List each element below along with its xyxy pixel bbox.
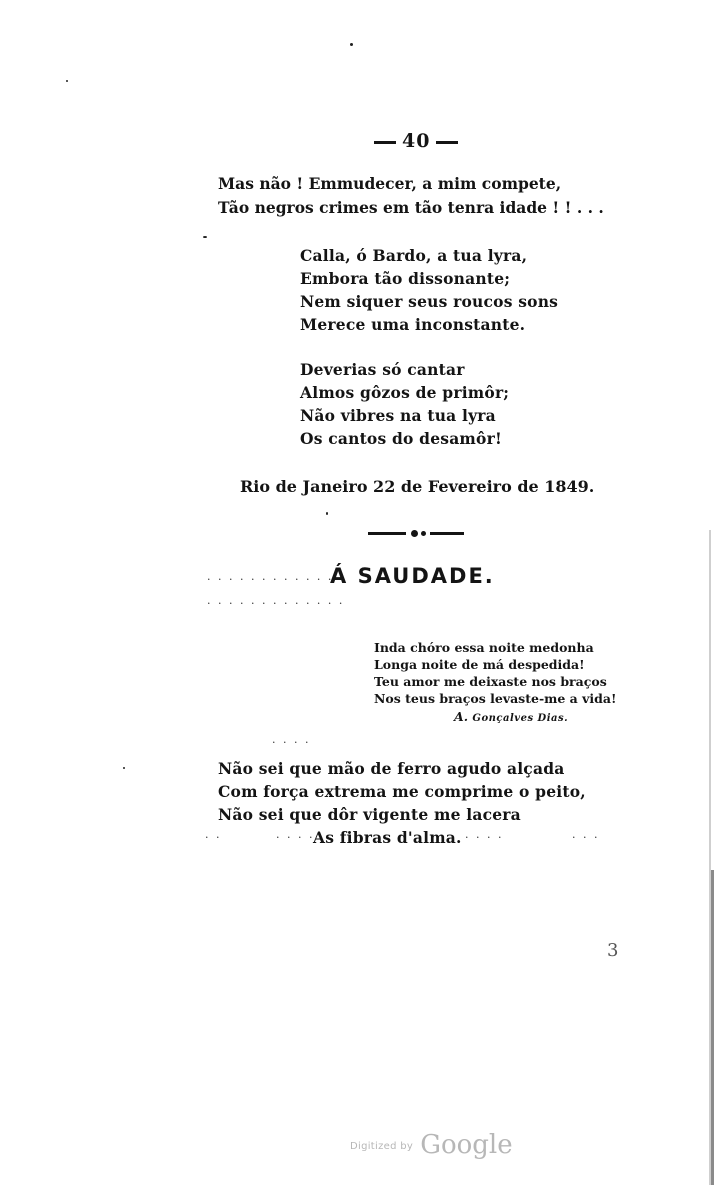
poem-line-4-leader-mid: . . . .	[276, 828, 315, 841]
stanza-1-line-3: Nem siquer seus roucos sons	[300, 292, 559, 311]
scan-speck	[123, 767, 125, 769]
scan-speck	[203, 236, 207, 238]
poem-line-2: Com força extrema me comprime o peito,	[218, 782, 586, 801]
poem-line-4-leader-right: . . . .	[465, 828, 504, 841]
ornament-bar-left	[368, 532, 406, 535]
title-leader-under: . . . . . . . . . . . . .	[207, 594, 345, 607]
google-logo: Google	[420, 1130, 513, 1160]
page-number-dash-left	[374, 141, 396, 144]
epigraph-line-3: Teu amor me deixaste nos braços	[374, 674, 607, 689]
scan-speck	[350, 43, 353, 46]
page-edge-shadow	[711, 870, 714, 1185]
top-line-1: Mas não ! Emmudecer, a mim compete,	[218, 174, 562, 193]
stanza-2-line-3: Não vibres na tua lyra	[300, 406, 496, 425]
poem-line-4-leader-left: . .	[205, 828, 222, 841]
scan-speck	[66, 80, 68, 82]
epigraph-line-2: Longa noite de má despedida!	[374, 657, 585, 672]
stanza-2-line-1: Deverias só cantar	[300, 360, 465, 379]
scan-speck	[326, 512, 328, 515]
ornament-dot	[411, 530, 418, 537]
stanza-2-line-2: Almos gôzos de primôr;	[300, 383, 510, 402]
poem-line-3: Não sei que dôr vigente me lacera	[218, 805, 521, 824]
epigraph-author-name: Gonçalves Dias.	[472, 713, 569, 724]
ornament-divider	[368, 528, 464, 538]
page-number-text: 40	[402, 130, 431, 152]
epigraph-author-prefix: A.	[454, 709, 469, 724]
stanza-1-line-1: Calla, ó Bardo, a tua lyra,	[300, 246, 528, 265]
stanza-2-line-4: Os cantos do desamôr!	[300, 429, 502, 448]
page-number-dash-right	[436, 141, 458, 144]
poem-title: Á SAUDADE.	[330, 564, 495, 588]
poem-line-4: As fibras d'alma.	[313, 828, 462, 847]
watermark-prefix: Digitized by	[350, 1141, 414, 1152]
epigraph-leader: . . . .	[272, 733, 311, 746]
ornament-bar-right	[430, 532, 464, 535]
epigraph-line-4: Nos teus braços levaste-me a vida!	[374, 691, 617, 706]
date-line: Rio de Janeiro 22 de Fevereiro de 1849.	[240, 477, 595, 496]
epigraph-author	[454, 709, 568, 724]
page-number	[368, 130, 464, 152]
top-line-2: Tão negros crimes em tão tenra idade ! ! . . .	[218, 198, 604, 217]
ornament-dot	[421, 531, 426, 536]
margin-mark: 3	[607, 940, 619, 961]
stanza-1-line-2: Embora tão dissonante;	[300, 269, 511, 288]
poem-line-4-leader-far: . . .	[572, 828, 600, 841]
poem-line-1: Não sei que mão de ferro agudo alçada	[218, 759, 565, 778]
title-leader-left: . . . . . . . . . . . .	[207, 570, 334, 583]
digitized-watermark	[350, 1130, 513, 1160]
epigraph-line-1: Inda chóro essa noite medonha	[374, 640, 594, 655]
stanza-1-line-4: Merece uma inconstante.	[300, 315, 526, 334]
